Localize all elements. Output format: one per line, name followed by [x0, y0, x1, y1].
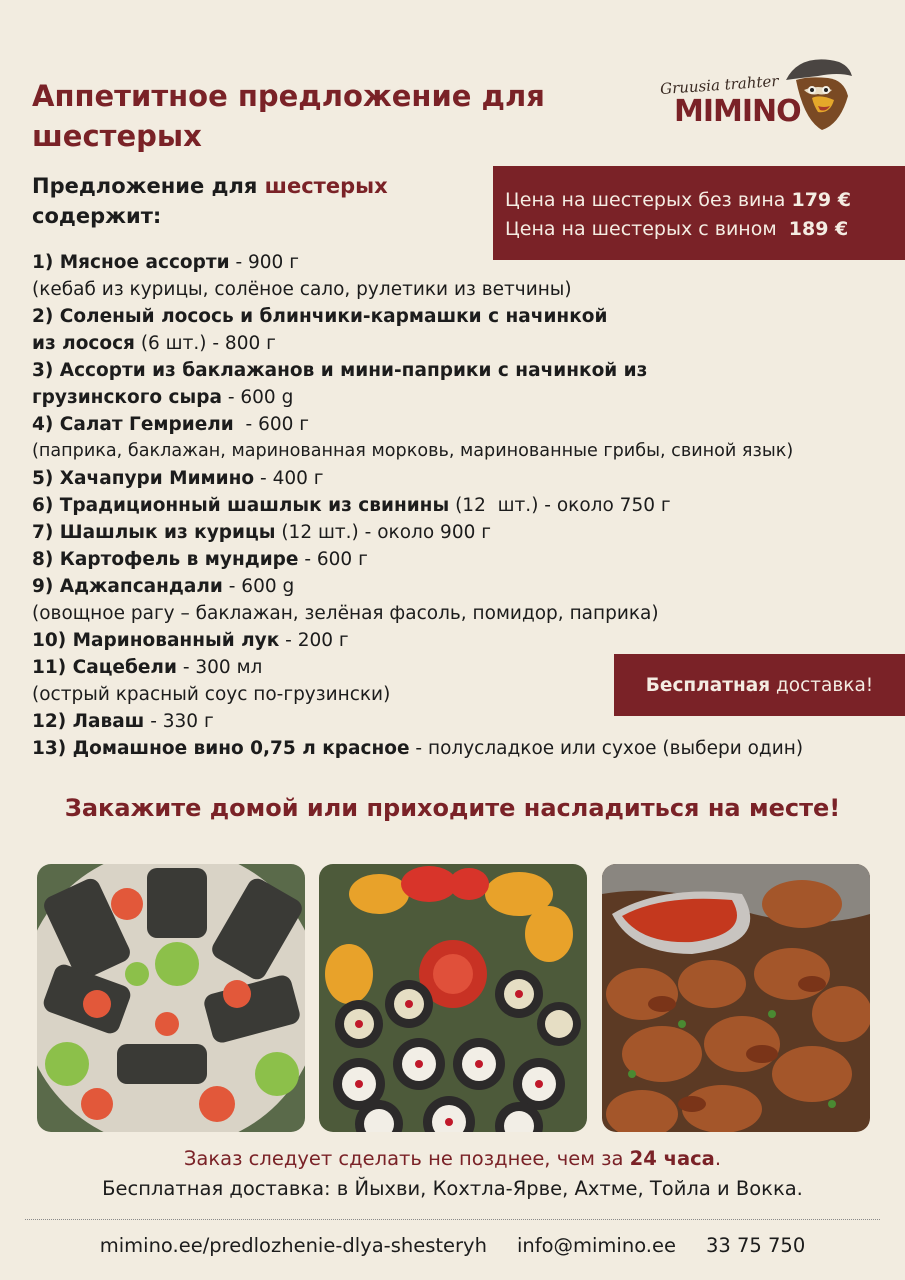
- list-item: (острый красный соус по-грузински): [32, 684, 391, 705]
- price-without-wine: [505, 186, 905, 215]
- price-value: 179 €: [791, 189, 851, 211]
- list-item: грузинского сыра - 600 g: [32, 387, 294, 408]
- list-item: 1) Мясное ассорти - 900 г: [32, 252, 299, 273]
- page-title: Аппетитное предложение для шестерых: [32, 79, 545, 153]
- delivery-badge-bold: Бесплатная: [645, 674, 771, 696]
- list-item: 10) Маринованный лук - 200 г: [32, 630, 349, 651]
- list-item: (овощное рагу – баклажан, зелёная фасоль, помидор, паприка): [32, 603, 659, 624]
- subhead-accent: шестерых: [264, 174, 388, 198]
- delivery-badge-rest: доставка!: [770, 674, 874, 696]
- list-item: 2) Соленый лосось и блинчики-кармашки с начинкой: [32, 306, 608, 327]
- list-item: 9) Аджапсандали - 600 g: [32, 576, 295, 597]
- list-item: 5) Хачапури Мимино - 400 г: [32, 468, 324, 489]
- call-to-action: Закажите домой или приходите насладиться на месте!: [64, 794, 841, 822]
- delivery-areas: Бесплатная доставка: в Йыхви, Кохтла-Ярве, Ахтме, Тойла и Вокка.: [102, 1177, 803, 1200]
- price-box: [493, 166, 905, 260]
- order-note-bold: 24 часа: [629, 1147, 715, 1170]
- footer-email-link[interactable]: info@mimino.ee: [516, 1234, 676, 1257]
- footer-phone[interactable]: 33 75 750: [705, 1234, 806, 1257]
- list-item: 12) Лаваш - 330 г: [32, 711, 214, 732]
- list-item: 8) Картофель в мундире - 600 г: [32, 549, 368, 570]
- list-item: 6) Традиционный шашлык из свинины (12 шт.) - около 750 г: [32, 495, 671, 516]
- footer: [0, 1234, 905, 1257]
- price-value: 189 €: [788, 218, 849, 240]
- list-item: (кебаб из курицы, солёное сало, рулетики из ветчины): [32, 279, 572, 300]
- order-note-prefix: Заказ следует сделать не позднее, чем за: [183, 1147, 630, 1170]
- photo-eggplant-rolls: [319, 864, 587, 1132]
- photo-meat-platter: [37, 864, 305, 1132]
- list-item: 11) Сацебели - 300 мл: [32, 657, 263, 678]
- order-deadline-note: [0, 1147, 905, 1170]
- logo-script-text: Gruusia trahter: [659, 71, 780, 99]
- list-item: (паприка, баклажан, маринованная морковь, маринованные грибы, свиной язык): [32, 441, 794, 461]
- subhead-suffix: содержит:: [32, 204, 162, 228]
- list-item: 13) Домашное вино 0,75 л красное - полусладкое или сухое (выбери один): [32, 738, 804, 759]
- free-delivery-badge: [614, 654, 905, 716]
- list-item: 7) Шашлык из курицы (12 шт.) - около 900 г: [32, 522, 491, 543]
- order-note-suffix: .: [714, 1147, 722, 1170]
- subhead-prefix: Предложение для: [32, 174, 265, 198]
- list-item: 3) Ассорти из баклажанов и мини-паприки с начинкой из: [32, 360, 648, 381]
- price-label: Цена на шестерых без вина: [505, 189, 792, 211]
- footer-divider: [25, 1219, 880, 1220]
- logo-wordmark: MIMINO: [674, 94, 801, 129]
- offer-subheading: [32, 171, 388, 231]
- footer-url-link[interactable]: mimino.ee/predlozhenie-dlya-shesteryh: [99, 1234, 487, 1257]
- list-item: из лосося (6 шт.) - 800 г: [32, 333, 276, 354]
- photo-grilled-meat: [602, 864, 870, 1132]
- list-item: 4) Салат Гемриели - 600 г: [32, 414, 309, 435]
- eagle-mascot-icon: [778, 50, 862, 134]
- price-label: Цена на шестерых с вином: [505, 218, 789, 240]
- price-with-wine: [505, 215, 905, 244]
- mimino-logo: [660, 48, 870, 138]
